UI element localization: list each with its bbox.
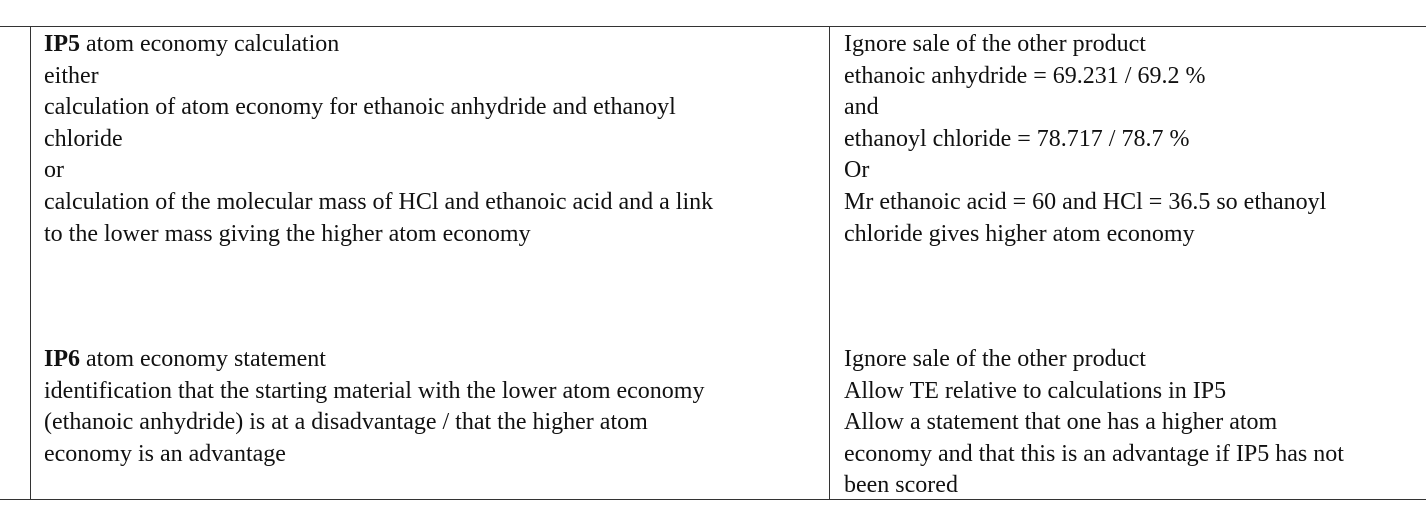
ip6-note-line: been scored bbox=[844, 472, 958, 499]
ip5-guidance-line: to the lower mass giving the higher atom economy bbox=[44, 220, 531, 247]
ip6-guidance-line: economy is an advantage bbox=[44, 440, 286, 467]
ip6-note-line: Ignore sale of the other product bbox=[844, 346, 1146, 372]
ip5-guidance-line: either bbox=[44, 62, 99, 89]
ip6-title: atom economy statement bbox=[80, 346, 326, 372]
ip5-note-line: ethanoyl chloride = 78.717 / 78.7 % bbox=[844, 125, 1190, 152]
table-left-divider bbox=[30, 26, 31, 500]
ip6-heading bbox=[44, 344, 704, 376]
ip5-heading bbox=[44, 29, 713, 61]
ip6-note-line: economy and that this is an advantage if IP5 has not bbox=[844, 440, 1344, 467]
ip6-note-line: Allow a statement that one has a higher atom bbox=[844, 409, 1278, 436]
ip5-guidance-line: chloride bbox=[44, 125, 123, 152]
ip5-guidance-line: or bbox=[44, 157, 64, 184]
ip5-note-line: and bbox=[844, 94, 879, 121]
table-middle-divider bbox=[829, 26, 830, 500]
ip5-code: IP5 bbox=[44, 31, 80, 57]
ip5-guidance-line: calculation of atom economy for ethanoic anhydride and ethanoyl bbox=[44, 94, 676, 121]
ip6-guidance-cell bbox=[44, 344, 704, 470]
ip6-code: IP6 bbox=[44, 346, 80, 372]
ip5-note-line: ethanoic anhydride = 69.231 / 69.2 % bbox=[844, 62, 1206, 89]
ip5-notes-cell bbox=[844, 29, 1326, 250]
ip6-notes-cell bbox=[844, 344, 1344, 502]
ip5-note-line: Mr ethanoic acid = 60 and HCl = 36.5 so ethanoyl bbox=[844, 188, 1327, 215]
ip5-guidance-cell bbox=[44, 29, 713, 250]
ip5-note-line: Or bbox=[844, 157, 870, 184]
ip6-guidance-line: identification that the starting material with the lower atom economy bbox=[44, 377, 705, 404]
ip6-guidance-line: (ethanoic anhydride) is at a disadvantage / that the higher atom bbox=[44, 409, 648, 436]
ip5-note-line: chloride gives higher atom economy bbox=[844, 220, 1195, 247]
ip5-title: atom economy calculation bbox=[80, 31, 340, 57]
ip5-note-line: Ignore sale of the other product bbox=[844, 31, 1146, 57]
ip5-guidance-line: calculation of the molecular mass of HCl and ethanoic acid and a link bbox=[44, 188, 714, 215]
ip6-note-line: Allow TE relative to calculations in IP5 bbox=[844, 377, 1227, 404]
table-top-border bbox=[0, 26, 1426, 27]
